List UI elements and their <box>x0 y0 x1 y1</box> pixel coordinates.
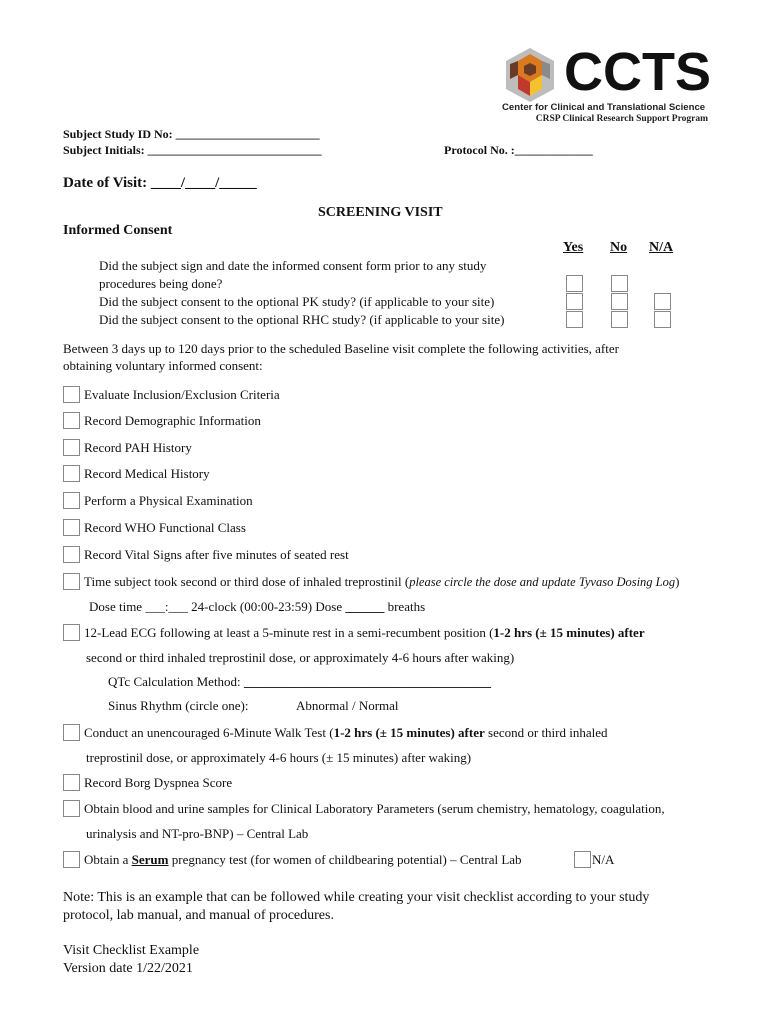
task-13-na-checkbox[interactable] <box>574 851 591 868</box>
task-13-na-label: N/A <box>592 852 615 867</box>
task-1-label: Evaluate Inclusion/Exclusion Criteria <box>84 387 280 402</box>
informed-consent-heading: Informed Consent <box>63 223 173 238</box>
q2-no-checkbox[interactable] <box>611 293 628 310</box>
q1-no-checkbox[interactable] <box>611 275 628 292</box>
q3-no-checkbox[interactable] <box>611 311 628 328</box>
intro-text-cont: obtaining voluntary informed consent: <box>63 358 263 373</box>
consent-question-1-cont: procedures being done? <box>99 276 223 291</box>
q3-na-checkbox[interactable] <box>654 311 671 328</box>
subject-study-id-field[interactable]: Subject Study ID No: ________________________ <box>63 127 320 141</box>
column-yes: Yes <box>563 240 584 255</box>
task-2-label: Record Demographic Information <box>84 413 261 428</box>
task-3-label: Record PAH History <box>84 440 192 455</box>
q2-na-checkbox[interactable] <box>654 293 671 310</box>
task-7-label: Record Vital Signs after five minutes of seated rest <box>84 547 349 562</box>
task-9-checkbox[interactable] <box>63 624 80 641</box>
column-no: No <box>610 240 628 255</box>
ccts-logo <box>502 42 711 126</box>
task-13-label: Obtain a Serum pregnancy test (for women of childbearing potential) – Central Lab <box>84 852 522 867</box>
task-8-checkbox[interactable] <box>63 573 80 590</box>
task-2-checkbox[interactable] <box>63 412 80 429</box>
logo-program: CRSP Clinical Research Support Program <box>535 114 708 124</box>
task-9-label-cont: second or third inhaled treprostinil dose, or approximately 4-6 hours after waking) <box>86 650 515 665</box>
hexagon-logo-icon <box>502 46 558 104</box>
protocol-number-field[interactable]: Protocol No. :_____________ <box>444 143 593 157</box>
task-6-label: Record WHO Functional Class <box>84 520 246 535</box>
q3-yes-checkbox[interactable] <box>566 311 583 328</box>
sinus-rhythm-label: Sinus Rhythm (circle one): <box>108 698 249 713</box>
task-5-checkbox[interactable] <box>63 492 80 509</box>
note-text: Note: This is an example that can be followed while creating your visit checklist according to your study <box>63 890 650 905</box>
task-10-checkbox[interactable] <box>63 724 80 741</box>
footer-title: Visit Checklist Example <box>63 943 200 958</box>
task-6-checkbox[interactable] <box>63 519 80 536</box>
intro-text: Between 3 days up to 120 days prior to the scheduled Baseline visit complete the following activities, after <box>63 341 619 356</box>
column-na: N/A <box>649 240 674 255</box>
task-11-checkbox[interactable] <box>63 774 80 791</box>
task-7-checkbox[interactable] <box>63 546 80 563</box>
consent-question-3: Did the subject consent to the optional RHC study? (if applicable to your site) <box>99 312 505 327</box>
logo-subtitle: Center for Clinical and Translational Science <box>502 102 706 113</box>
logo-wordmark: CCTS <box>564 42 711 102</box>
task-9-label: 12-Lead ECG following at least a 5-minute rest in a semi-recumbent position (1-2 hrs (± 15 minutes) after <box>84 625 645 640</box>
task-8-label: Time subject took second or third dose of inhaled treprostinil (please circle the dose and update Tyvaso Dosing Log) <box>84 574 680 589</box>
page-title: SCREENING VISIT <box>318 205 443 220</box>
task-1-checkbox[interactable] <box>63 386 80 403</box>
note-text-cont: protocol, lab manual, and manual of procedures. <box>63 908 334 923</box>
task-12-label-cont: urinalysis and NT-pro-BNP) – Central Lab <box>86 826 309 841</box>
subject-initials-field[interactable]: Subject Initials: _____________________________ <box>63 143 322 157</box>
consent-question-2: Did the subject consent to the optional PK study? (if applicable to your site) <box>99 294 495 309</box>
task-13-checkbox[interactable] <box>63 851 80 868</box>
task-4-checkbox[interactable] <box>63 465 80 482</box>
q1-yes-checkbox[interactable] <box>566 275 583 292</box>
task-10-label-cont: treprostinil dose, or approximately 4-6 hours (± 15 minutes) after waking) <box>86 750 472 765</box>
task-5-label: Perform a Physical Examination <box>84 493 253 508</box>
qtc-method-field[interactable]: QTc Calculation Method: ______________________________________ <box>108 674 491 689</box>
sinus-rhythm-options[interactable]: Abnormal / Normal <box>296 698 399 713</box>
task-3-checkbox[interactable] <box>63 439 80 456</box>
task-12-checkbox[interactable] <box>63 800 80 817</box>
footer-version-date: Version date 1/22/2021 <box>63 961 193 976</box>
q2-yes-checkbox[interactable] <box>566 293 583 310</box>
task-10-label: Conduct an unencouraged 6-Minute Walk Test (1-2 hrs (± 15 minutes) after second or third inhaled <box>84 725 608 740</box>
task-11-label: Record Borg Dyspnea Score <box>84 775 233 790</box>
task-12-label: Obtain blood and urine samples for Clinical Laboratory Parameters (serum chemistry, hematology, coagulation, <box>84 801 665 816</box>
date-of-visit-field[interactable]: Date of Visit: ____/____/_____ <box>63 175 257 191</box>
consent-question-1: Did the subject sign and date the informed consent form prior to any study <box>99 258 487 273</box>
dose-time-field[interactable]: Dose time ___:___ 24-clock (00:00-23:59) Dose ______ breaths <box>89 599 426 614</box>
task-4-label: Record Medical History <box>84 466 210 481</box>
